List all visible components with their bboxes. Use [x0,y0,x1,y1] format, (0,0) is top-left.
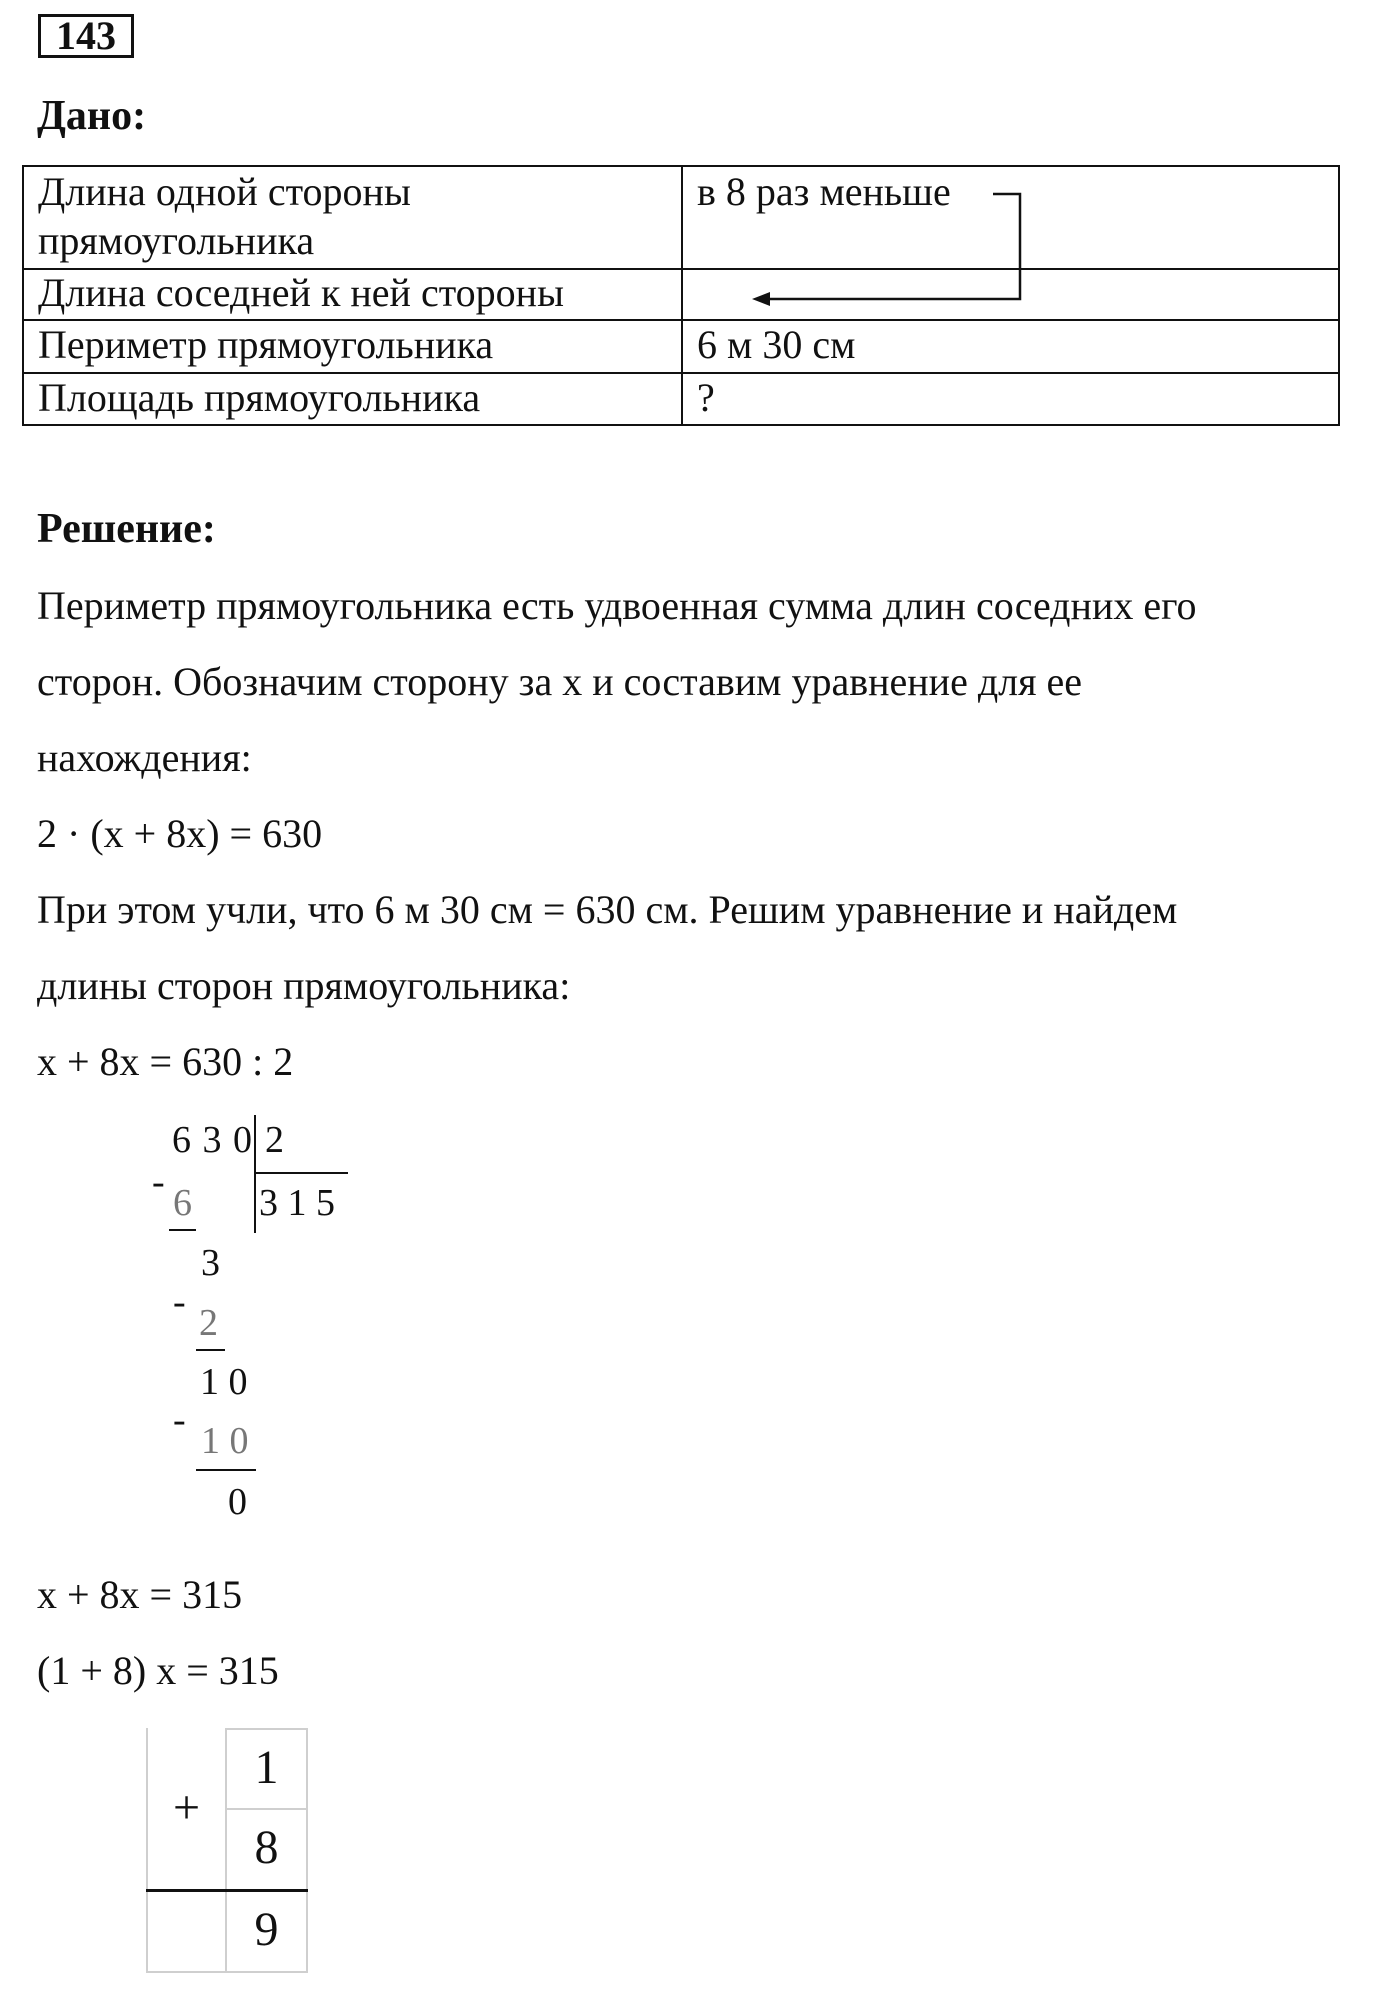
addend: 1 [254,1741,279,1794]
given-row-1-label-line-2: прямоугольника [38,218,315,263]
task-number: 143 [38,14,134,58]
minus-sign: - [173,1399,186,1441]
equation: 2 · (x + 8x) = 630 [37,811,323,856]
addend: 8 [254,1821,279,1874]
grid-line [146,1728,148,1973]
given-heading: Дано: [37,93,147,139]
column-addition [146,1728,308,1973]
solution-line: сторон. Обозначим сторону за x и составим уравнение для ее [37,659,1083,704]
equation: x + 8x = 315 [37,1572,243,1617]
given-row-4-value: ? [697,375,715,420]
division-bracket-vertical [254,1115,256,1233]
grid-line [225,1728,308,1730]
subtrahend: 6 [173,1182,192,1224]
division-bracket-horizontal [254,1172,348,1174]
given-row-3-label: Периметр прямоугольника [38,322,494,367]
given-row-2-label: Длина соседней к ней стороны [38,270,564,315]
subtrahend: 2 [199,1302,218,1344]
solution-line: длины сторон прямоугольника: [37,963,571,1008]
subtraction-line [196,1469,256,1471]
given-row-3-value: 6 м 30 см [697,322,856,367]
subtraction-line [169,1229,196,1231]
grid-line [306,1728,308,1973]
sum-line [146,1889,308,1892]
plus-sign: + [172,1781,201,1834]
solution-line: нахождения: [37,735,252,780]
subtrahend: 1 0 [201,1420,249,1462]
remainder: 3 [201,1242,220,1284]
sum-result: 9 [254,1903,279,1956]
remainder: 0 [228,1481,247,1523]
given-row-1-label-line-1: Длина одной стороны [38,169,411,214]
minus-sign: - [152,1161,165,1203]
quotient: 3 1 5 [259,1182,335,1224]
divisor: 2 [265,1119,284,1161]
minus-sign: - [173,1281,186,1323]
subtraction-line [196,1349,225,1351]
given-row-1-value: в 8 раз меньше [697,169,951,214]
solution-heading: Решение: [37,506,216,552]
equation: (1 + 8) x = 315 [37,1648,279,1693]
equation: x + 8x = 630 : 2 [37,1039,294,1084]
solution-line: При этом учли, что 6 м 30 см = 630 см. Решим уравнение и найдем [37,887,1178,932]
given-row-4-label: Площадь прямоугольника [38,375,481,420]
solution-line: Периметр прямоугольника есть удвоенная сумма длин соседних его [37,583,1197,628]
remainder: 1 0 [200,1361,248,1403]
grid-line [225,1808,308,1810]
grid-line [146,1971,308,1973]
dividend: 6 3 0 [172,1119,253,1161]
